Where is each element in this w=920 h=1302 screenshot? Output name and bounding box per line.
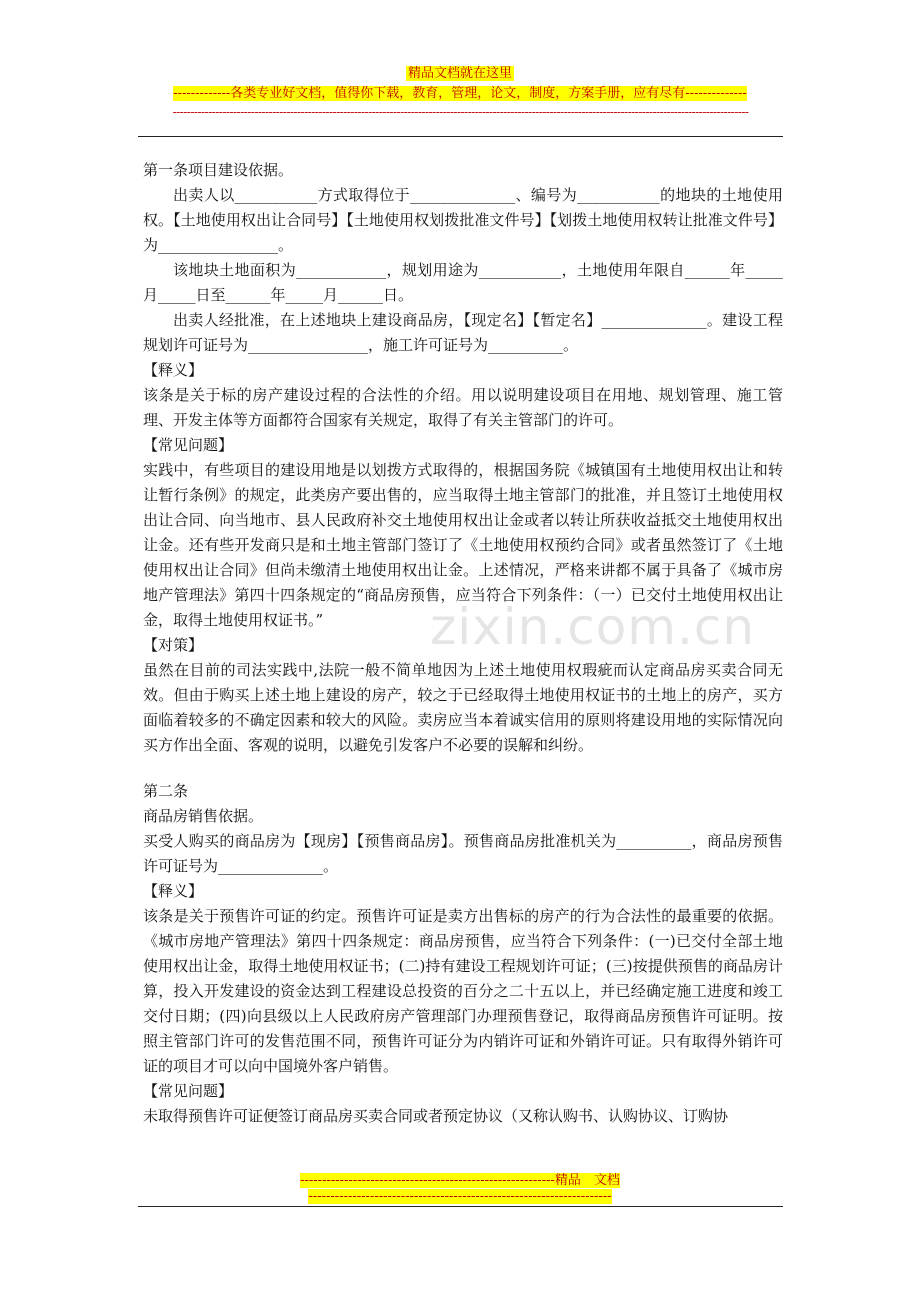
paragraph: 第一条项目建设依据。 bbox=[143, 161, 294, 179]
paragraph: 该地块土地面积为____________，规划用途为___________，土地使用年限自______年_____月_____日至______年_____月______日。 bbox=[143, 261, 783, 304]
footer-divider bbox=[138, 1206, 783, 1207]
footer-line-1 bbox=[0, 1173, 920, 1188]
paragraph: 未取得预售许可证便签订商品房买卖合同或者预定协议（又称认购书、认购协议、订购协 bbox=[143, 1107, 729, 1125]
footer-line-1-text: ----------------------------------------------------------精品 文档 bbox=[300, 1173, 620, 1188]
paragraph: 第二条 bbox=[143, 782, 189, 800]
header-dashes: ------------------------------------------------------------------------------------------------------------------------------------------------------------------ bbox=[172, 105, 749, 119]
paragraph: 出卖人经批准，在上述地块上建设商品房，【现定名】【暂定名】______________。建设工程规划许可证号为________________，施工许可证号为__________。 bbox=[143, 311, 783, 354]
paragraph: 出卖人以___________方式取得位于______________、编号为___________的地块的土地使用权。【土地使用权出让合同号】【土地使用权划拨批准文件号】【划拨土地使用权转让批准文件号】为________________。 bbox=[143, 186, 783, 254]
paragraph-spacer bbox=[143, 758, 783, 779]
paragraph: 【常见问题】 bbox=[143, 1082, 234, 1100]
document-body bbox=[143, 158, 783, 1129]
footer-line-2-text: --------------------------------------------------------------------- bbox=[308, 1189, 612, 1204]
paragraph: 实践中，有些项目的建设用地是以划拨方式取得的，根据国务院《城镇国有土地使用权出让和转让暂行条例》的规定，此类房产要出售的，应当取得土地主管部门的批准，并且签订土地使用权出让合同、向当地市、县人民政府补交土地使用权出让金或者以转让所获收益抵交土地使用权出让金。还有些开发商只是和土地主管部门签订了《土地使用权预约合同》或者虽然签订了《土地使用权出让合同》但尚未缴清土地使用权出让金。上述情况，严格来讲都不属于具备了《城市房地产管理法》第四十四条规定的“商品房预售，应当符合下列条件：（一）已交付土地使用权出让金，取得土地使用权证书。” bbox=[143, 461, 783, 629]
paragraph: 【常见问题】 bbox=[143, 436, 234, 454]
paragraph: 【释义】 bbox=[143, 361, 204, 379]
paragraph: 商品房销售依据。 bbox=[143, 807, 264, 825]
header-title bbox=[0, 66, 920, 82]
paragraph: 买受人购买的商品房为【现房】【预售商品房】。预售商品房批准机关为__________，商品房预售许可证号为______________。 bbox=[143, 832, 783, 875]
paragraph: 虽然在目前的司法实践中,法院一般不简单地因为上述土地使用权瑕疵而认定商品房买卖合同无效。但由于购买上述土地上建设的房产，较之于已经取得土地使用权证书的土地上的房产，买方面临着较多的不确定因素和较大的风险。卖房应当本着诚实信用的原则将建设用地的实际情况向买方作出全面、客观的说明，以避免引发客户不必要的误解和纠纷。 bbox=[143, 661, 783, 754]
header-subtitle bbox=[0, 86, 920, 102]
paragraph: 该条是关于预售许可证的约定。预售许可证是卖方出售标的房产的行为合法性的最重要的依据。《城市房地产管理法》第四十四条规定：商品房预售，应当符合下列条件：(一)已交付全部土地使用权出让金，取得土地使用权证书；(二)持有建设工程规划许可证；(三)按提供预售的商品房计算，投入开发建设的资金达到工程建设总投资的百分之二十五以上，并已经确定施工进度和竣工交付日期；(四)向县级以上人民政府房产管理部门办理预售登记，取得商品房预售许可证明。按照主管部门许可的发售范围不同，预售许可证分为内销许可证和外销许可证。只有取得外销许可证的项目才可以向中国境外客户销售。 bbox=[143, 907, 783, 1075]
header-divider bbox=[138, 136, 783, 137]
paragraph: 该条是关于标的房产建设过程的合法性的介绍。用以说明建设项目在用地、规划管理、施工管理、开发主体等方面都符合国家有关规定，取得了有关主管部门的许可。 bbox=[143, 386, 783, 429]
header-title-text: 精品文档就在这里 bbox=[407, 66, 512, 81]
header-subtitle-text: -------------各类专业好文档，值得你下载，教育，管理，论文，制度，方案手册，应有尽有-------------- bbox=[173, 86, 747, 101]
watermark: zixin.com.cn bbox=[430, 598, 756, 656]
paragraph: 【对策】 bbox=[143, 636, 204, 654]
paragraph: 【释义】 bbox=[143, 882, 204, 900]
footer-line-2 bbox=[0, 1190, 920, 1203]
